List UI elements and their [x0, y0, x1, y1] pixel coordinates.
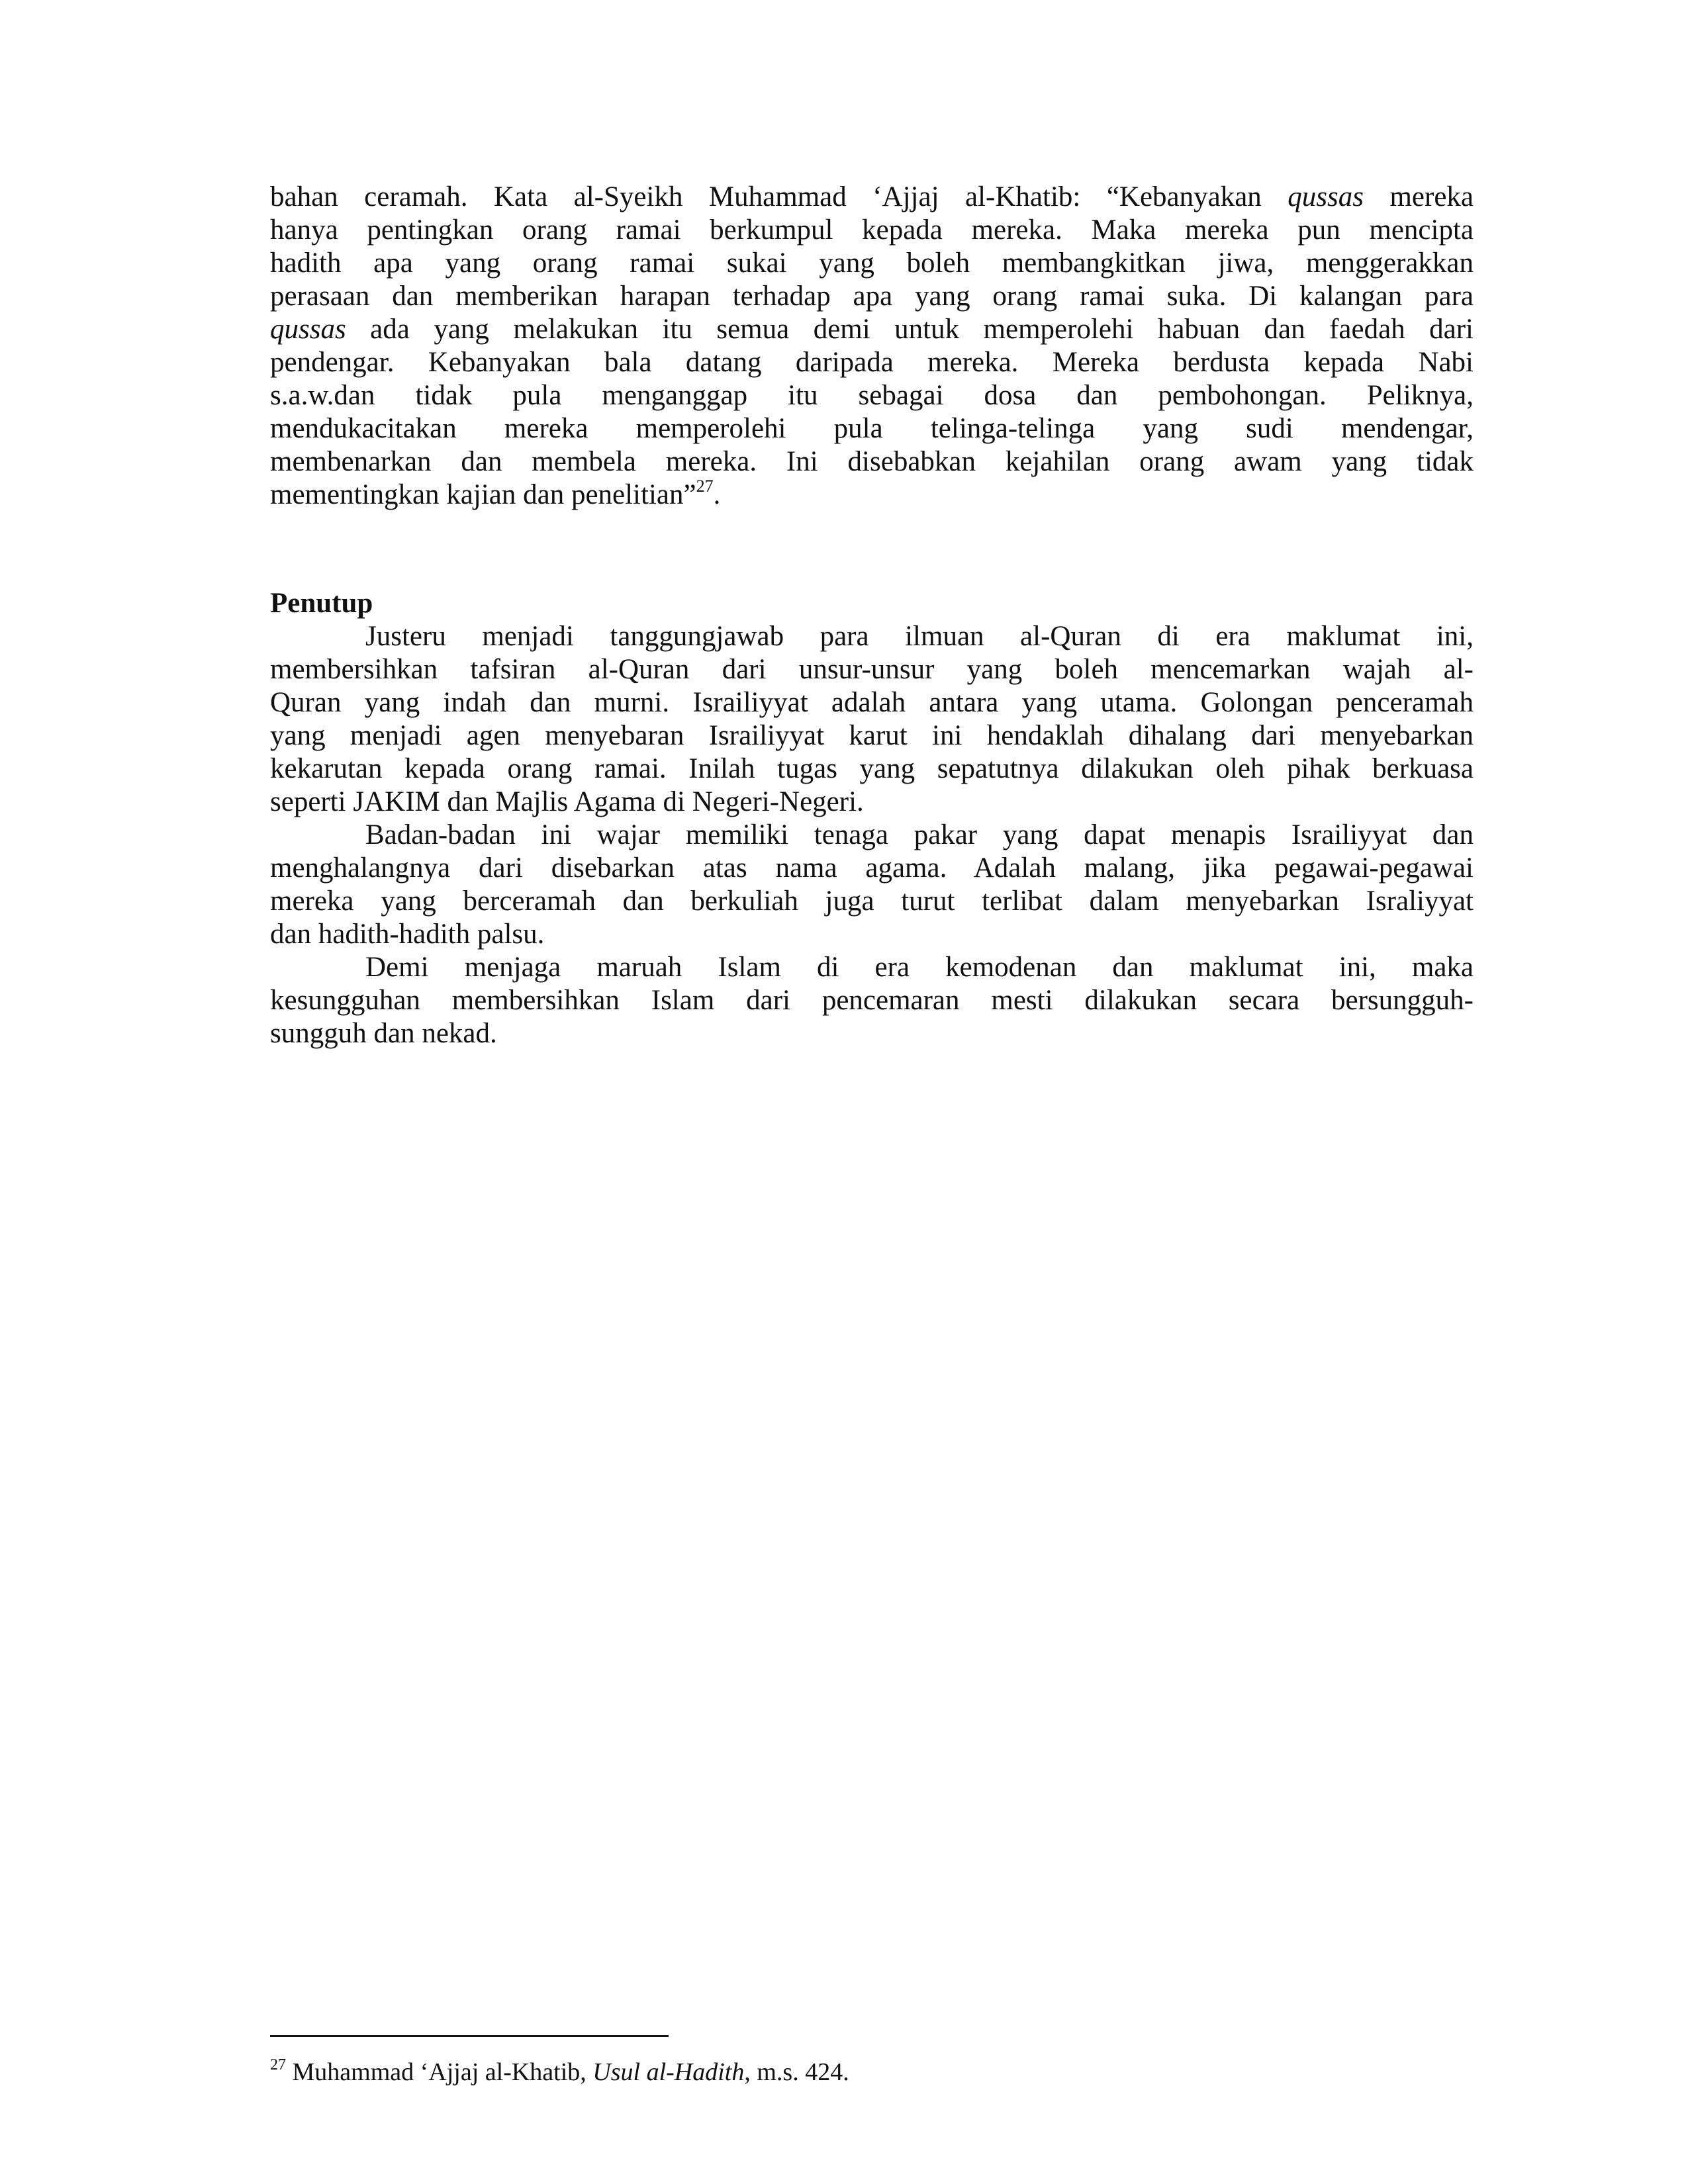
- text-line: [270, 280, 1474, 313]
- text-span: .: [713, 479, 721, 510]
- text-span: sungguh dan nekad.: [270, 1018, 497, 1049]
- text-span: pendengar. Kebanyakan bala datang daripada mereka. Mereka berdusta kepada Nabi: [270, 347, 1474, 378]
- footnote-number: 27: [270, 2056, 286, 2073]
- text-line: [270, 313, 1474, 346]
- section-paragraphs: [270, 620, 1474, 1050]
- text-span: hadith apa yang orang ramai sukai yang boleh membangkitkan jiwa, menggerakkan: [270, 248, 1474, 279]
- text-span: s.a.w.dan tidak pula menganggap itu sebagai dosa dan pembohongan. Peliknya,: [270, 380, 1474, 411]
- text-line: [270, 412, 1474, 445]
- text-line: [270, 653, 1474, 686]
- text-span: Quran yang indah dan murni. Israiliyyat adalah antara yang utama. Golongan penceramah: [270, 687, 1474, 718]
- text-line: [270, 379, 1474, 412]
- text-line: [270, 620, 1474, 653]
- body-paragraph-continued: [270, 181, 1474, 512]
- footnote-title: Usul al-Hadith: [592, 2058, 745, 2086]
- paragraph: [270, 951, 1474, 1050]
- section-heading: Penutup: [270, 588, 373, 619]
- text-span: ada yang melakukan itu semua demi untuk memperolehi habuan dan faedah dari: [346, 314, 1474, 345]
- text-line: [270, 346, 1474, 379]
- text-line: [270, 951, 1474, 984]
- text-line: [270, 686, 1474, 719]
- footnote-rest: , m.s. 424.: [744, 2058, 849, 2086]
- footnote-divider: [270, 2035, 669, 2037]
- footnote: [270, 2057, 849, 2087]
- text-span: hanya pentingkan orang ramai berkumpul kepada mereka. Maka mereka pun mencipta: [270, 214, 1474, 246]
- text-line: [270, 852, 1474, 885]
- text-span: bahan ceramah. Kata al-Syeikh Muhammad ‘Ajjaj al-Khatib: “Kebanyakan: [270, 181, 1288, 212]
- text-line: [270, 719, 1474, 752]
- text-span: Badan-badan ini wajar memiliki tenaga pakar yang dapat menapis Israiliyyat dan: [365, 819, 1474, 850]
- italic-term: qussas: [270, 314, 346, 345]
- text-line: [270, 181, 1474, 214]
- text-span: mereka yang berceramah dan berkuliah juga turut terlibat dalam menyebarkan Israliyyat: [270, 886, 1474, 917]
- text-line: [270, 786, 1474, 819]
- text-span: seperti JAKIM dan Majlis Agama di Negeri-Negeri.: [270, 786, 864, 817]
- text-span: yang menjadi agen menyebaran Israiliyyat karut ini hendaklah dihalang dari menyebarkan: [270, 720, 1474, 751]
- paragraph: [270, 819, 1474, 951]
- footnote-ref: 27: [696, 477, 714, 496]
- text-span: Demi menjaga maruah Islam di era kemodenan dan maklumat ini, maka: [365, 952, 1474, 983]
- text-line: [270, 247, 1474, 280]
- text-line: [270, 478, 1474, 512]
- italic-term: qussas: [1288, 181, 1364, 212]
- footnote-author: Muhammad ‘Ajjaj al-Khatib,: [286, 2058, 593, 2086]
- text-span: kesungguhan membersihkan Islam dari pencemaran mesti dilakukan secara bersungguh-: [270, 985, 1474, 1016]
- text-span: menghalangnya dari disebarkan atas nama agama. Adalah malang, jika pegawai-pegawai: [270, 852, 1474, 884]
- text-span: membenarkan dan membela mereka. Ini disebabkan kejahilan orang awam yang tidak: [270, 446, 1474, 477]
- text-line: [270, 885, 1474, 918]
- text-line: [270, 445, 1474, 478]
- text-span: mendukacitakan mereka memperolehi pula telinga-telinga yang sudi mendengar,: [270, 413, 1474, 444]
- text-line: [270, 1017, 1474, 1050]
- section-penutup: [270, 587, 1474, 1050]
- text-line: [270, 984, 1474, 1017]
- text-line: [270, 214, 1474, 247]
- text-span: kekarutan kepada orang ramai. Inilah tugas yang sepatutnya dilakukan oleh pihak berkuasa: [270, 753, 1474, 784]
- text-line: [270, 752, 1474, 786]
- text-span: perasaan dan memberikan harapan terhadap apa yang orang ramai suka. Di kalangan para: [270, 281, 1474, 312]
- text-line: [270, 819, 1474, 852]
- text-span: mementingkan kajian dan penelitian”: [270, 479, 696, 510]
- text-span: dan hadith-hadith palsu.: [270, 919, 545, 950]
- text-line: [270, 918, 1474, 951]
- text-span: mereka: [1363, 181, 1474, 212]
- paragraph: [270, 620, 1474, 819]
- text-span: Justeru menjadi tanggungjawab para ilmuan al-Quran di era maklumat ini,: [365, 621, 1474, 652]
- text-span: membersihkan tafsiran al-Quran dari unsur-unsur yang boleh mencemarkan wajah al-: [270, 654, 1474, 685]
